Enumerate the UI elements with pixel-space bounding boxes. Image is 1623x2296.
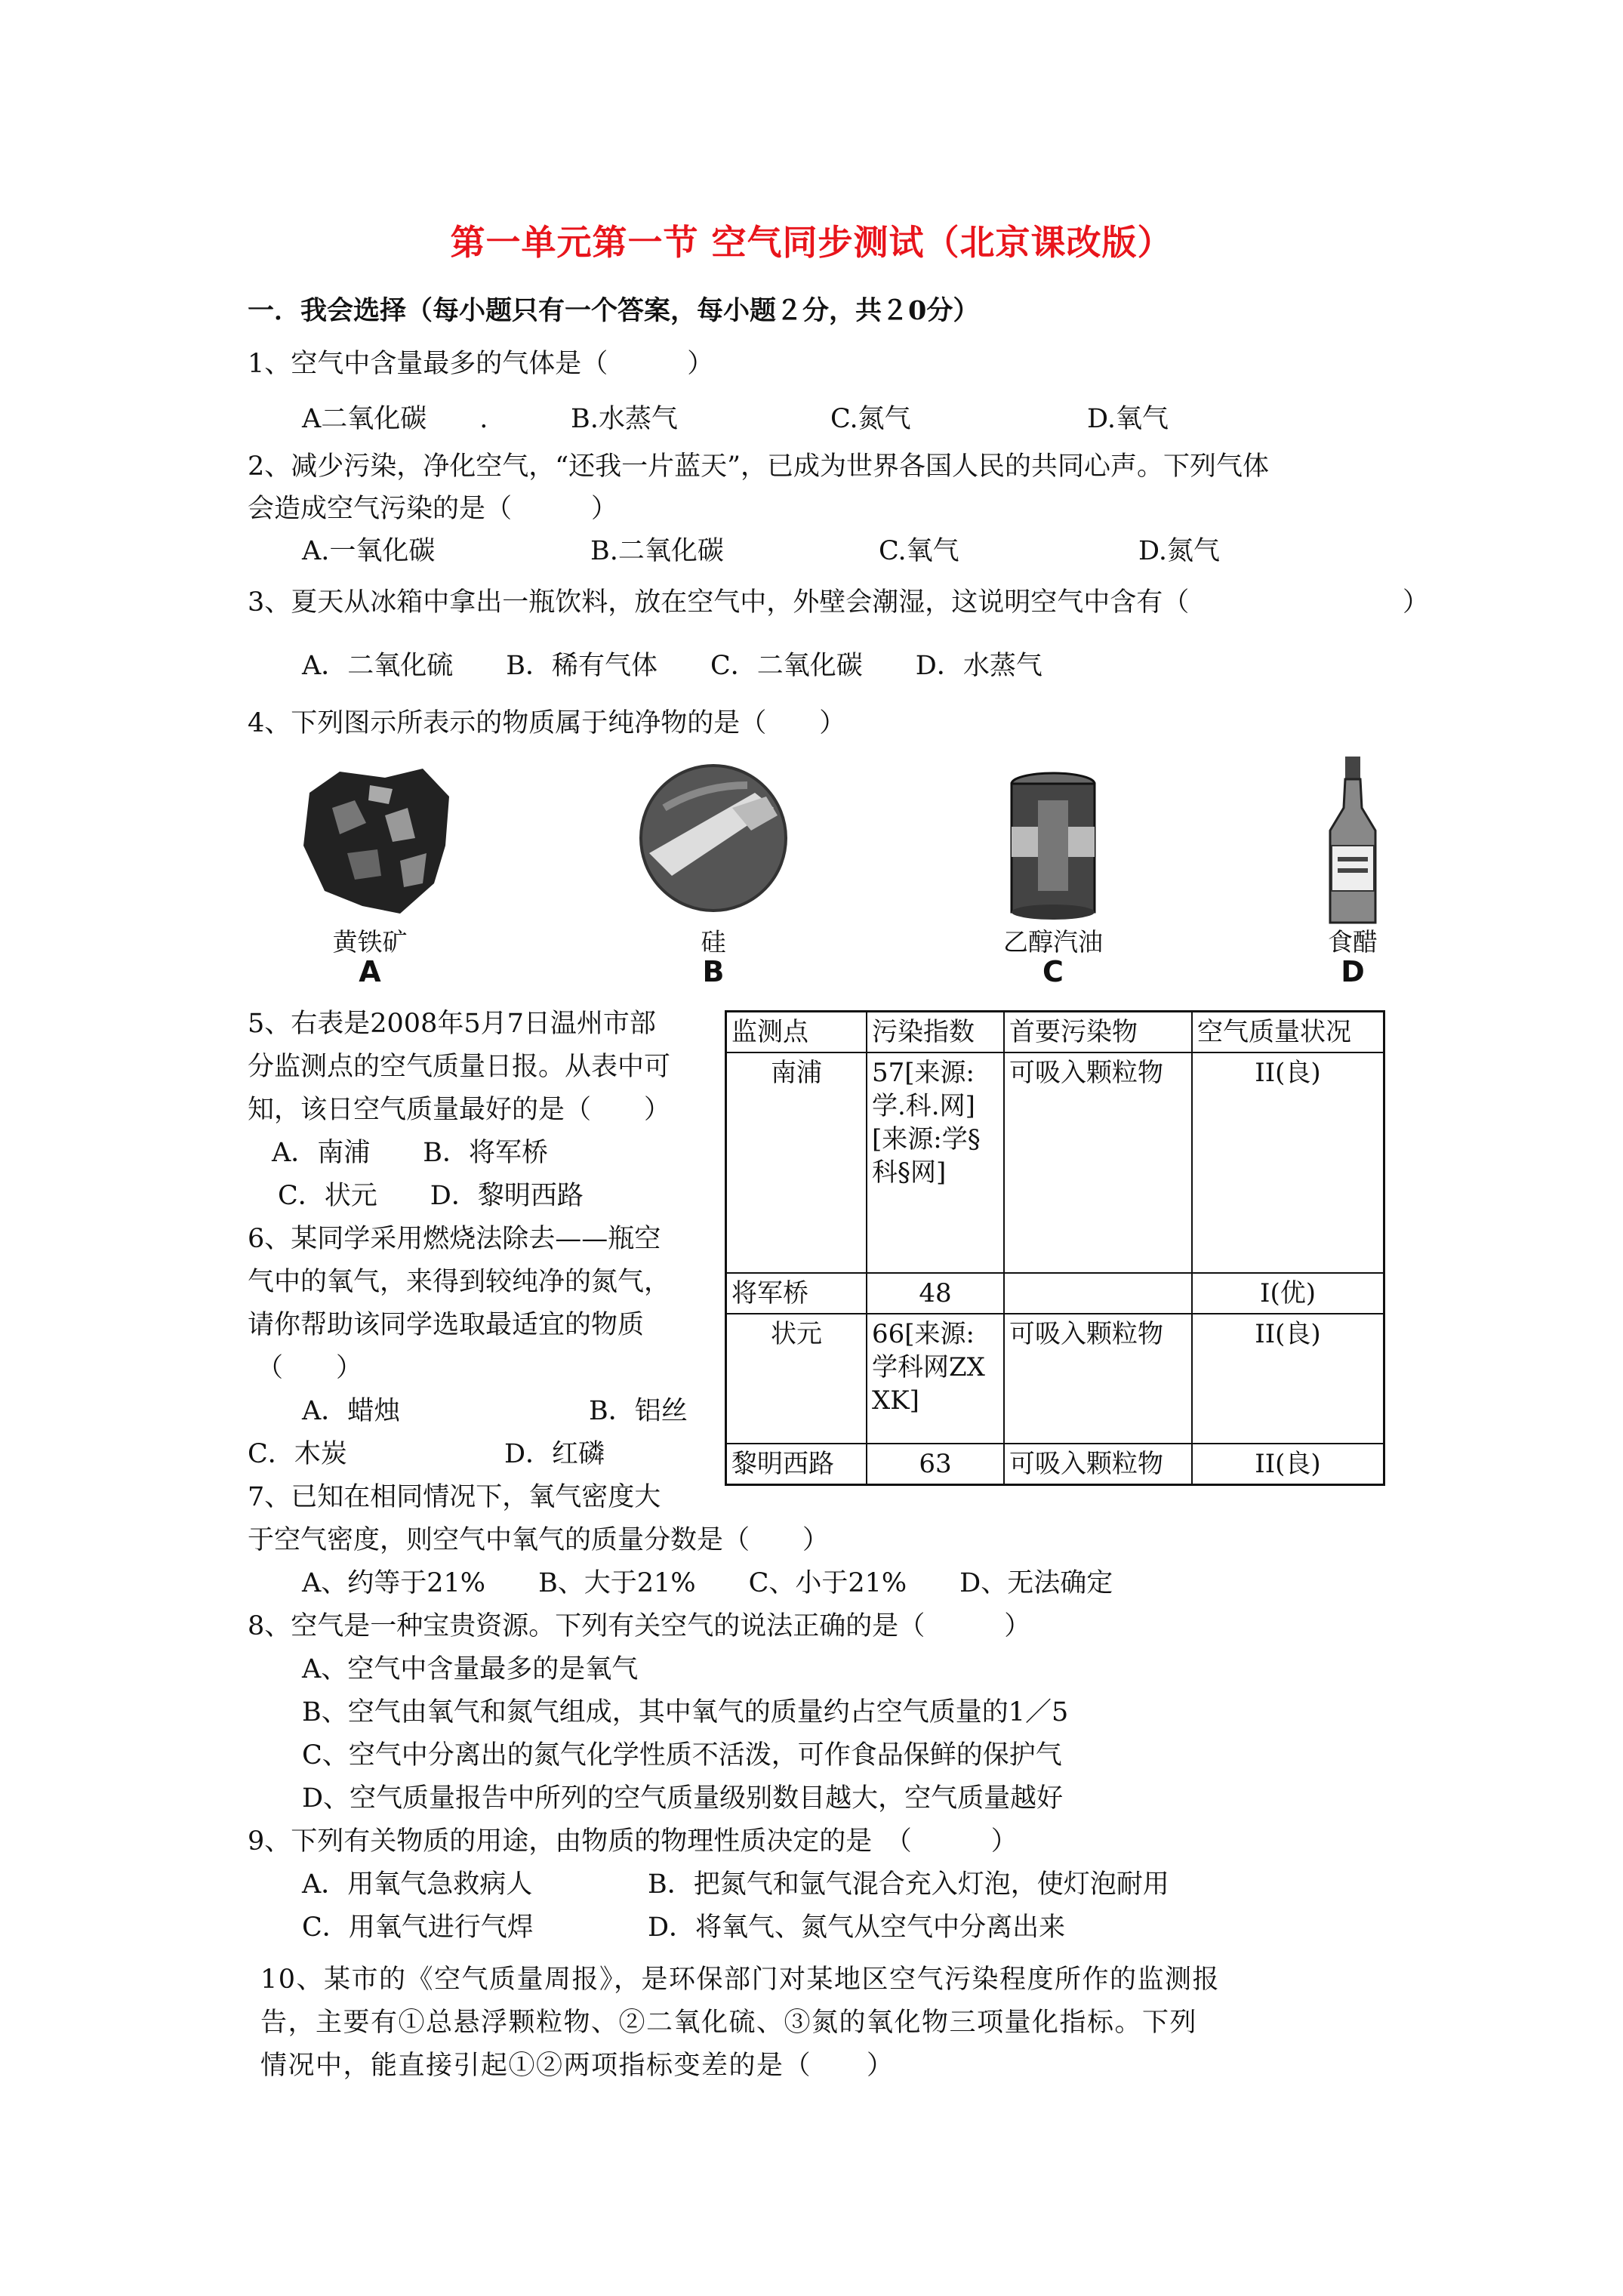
cell-status: II(良) — [1192, 1052, 1384, 1273]
image-d-caption: 食醋 — [1328, 927, 1378, 957]
question-1-option-a: A二氧化碳 . — [302, 404, 488, 434]
header-site: 监测点 — [726, 1012, 867, 1053]
page-title: 第一单元第一节 空气同步测试（北京课改版） — [450, 222, 1173, 263]
question-9-option-a: A．用氧气急救病人 — [302, 1869, 533, 1900]
question-6-option-c: C．木炭 — [248, 1439, 347, 1469]
pyrite-image — [294, 763, 460, 921]
question-1-option-b: B.水蒸气 — [571, 404, 678, 434]
image-a-letter: A — [359, 955, 381, 988]
table-row — [726, 1314, 1384, 1444]
question-8-stem: 8、空气是一种宝贵资源。下列有关空气的说法正确的是（ ） — [248, 1611, 1031, 1641]
question-7-line-2: 于空气密度，则空气中氧气的质量分数是（ ） — [248, 1525, 830, 1555]
question-6-line-1: 6、某同学采用燃烧法除去——瓶空 — [248, 1224, 661, 1254]
question-9-stem: 9、下列有关物质的用途，由物质的物理性质决定的是 （ ） — [248, 1826, 1018, 1857]
cell-site: 状元 — [726, 1314, 867, 1444]
question-8-option-b: B、空气由氧气和氮气组成，其中氧气的质量约占空气质量的1／5 — [302, 1697, 1069, 1727]
question-5-line-2: 分监测点的空气质量日报。从表中可 — [248, 1052, 671, 1082]
image-a-caption: 黄铁矿 — [332, 927, 408, 957]
cell-status: II(良) — [1192, 1444, 1384, 1485]
question-2-option-d: D.氮气 — [1138, 536, 1220, 566]
question-3-options: A．二氧化硫 B．稀有气体 C．二氧化碳 D．水蒸气 — [302, 651, 1042, 681]
cell-pollutant: 可吸入颗粒物 — [1004, 1444, 1192, 1485]
vinegar-bottle-image — [1323, 755, 1383, 929]
image-b-letter: B — [702, 955, 725, 988]
table-header-row — [726, 1012, 1384, 1053]
image-b-caption: 硅 — [701, 927, 726, 957]
question-5-line-1: 5、右表是2008年5月7日温州市部 — [248, 1009, 656, 1039]
cell-site: 将军桥 — [726, 1273, 867, 1314]
cell-status: I(优) — [1192, 1273, 1384, 1314]
question-6-option-d: D．红磷 — [504, 1439, 605, 1469]
image-d-letter: D — [1341, 955, 1365, 988]
question-2-line-1: 2、减少污染，净化空气，“还我一片蓝天”，已成为世界各国人民的共同心声。下列气体 — [248, 451, 1270, 482]
cell-index: 63 — [867, 1444, 1004, 1485]
section-heading: 一．我会选择（每小题只有一个答案，每小题２分，共２0分） — [248, 295, 980, 326]
cell-status: II(良) — [1192, 1314, 1384, 1444]
question-10-line-2: 告，主要有①总悬浮颗粒物、②二氧化硫、③氮的氧化物三项量化指标。下列 — [260, 2008, 1198, 2038]
question-8-option-d: D、空气质量报告中所列的空气质量级别数目越大，空气质量越好 — [302, 1783, 1064, 1814]
question-9-option-b: B．把氮气和氩气混合充入灯泡，使灯泡耐用 — [648, 1869, 1169, 1900]
question-6-line-4: （ ） — [257, 1353, 363, 1383]
ethanol-gasoline-image — [1004, 770, 1102, 921]
table-row — [726, 1444, 1384, 1485]
air-quality-table — [725, 1010, 1385, 1486]
question-5-options-cd: C．状元 D．黎明西路 — [278, 1181, 584, 1211]
question-9-option-d: D．将氧气、氮气从空气中分离出来 — [648, 1912, 1066, 1943]
question-7-line-1: 7、已知在相同情况下，氧气密度大 — [248, 1482, 661, 1512]
cell-index: 57[来源:学.科.网][来源:学§科§网] — [867, 1052, 1004, 1273]
cell-index: 66[来源:学科网ZXXK] — [867, 1314, 1004, 1444]
question-8-option-c: C、空气中分离出的氮气化学性质不活泼，可作食品保鲜的保护气 — [302, 1740, 1062, 1771]
table-row — [726, 1273, 1384, 1314]
question-3-stem: 3、夏天从冰箱中拿出一瓶饮料，放在空气中，外壁会潮湿，这说明空气中含有（ — [248, 587, 1190, 618]
question-6-option-b: B．铝丝 — [589, 1396, 688, 1426]
question-2-line-2: 会造成空气污染的是（ ） — [248, 494, 618, 524]
header-index: 污染指数 — [867, 1012, 1004, 1053]
cell-pollutant: 可吸入颗粒物 — [1004, 1052, 1192, 1273]
table-row — [726, 1052, 1384, 1273]
image-c-caption: 乙醇汽油 — [1003, 927, 1103, 957]
question-2-option-a: A.一氧化碳 — [302, 536, 436, 566]
question-9-option-c: C．用氧气进行气焊 — [302, 1912, 534, 1943]
question-5-line-3: 知，该日空气质量最好的是（ ） — [248, 1095, 671, 1125]
cell-index: 48 — [867, 1273, 1004, 1314]
question-7-options: A、约等于21% B、大于21% C、小于21% D、无法确定 — [302, 1568, 1113, 1598]
question-2-option-b: B.二氧化碳 — [590, 536, 724, 566]
question-10-line-3: 情况中，能直接引起①②两项指标变差的是（ ） — [260, 2051, 895, 2081]
question-2-option-c: C.氧气 — [879, 536, 959, 566]
silicon-image — [634, 763, 793, 914]
question-5-options-ab: A．南浦 B．将军桥 — [272, 1138, 548, 1168]
question-1-option-d: D.氧气 — [1087, 404, 1169, 434]
cell-site: 黎明西路 — [726, 1444, 867, 1485]
cell-pollutant: 可吸入颗粒物 — [1004, 1314, 1192, 1444]
question-6-line-3: 请你帮助该同学选取最适宜的物质 — [248, 1310, 645, 1340]
question-10-line-1: 10、某市的《空气质量周报》，是环保部门对某地区空气污染程度所作的监测报 — [260, 1965, 1221, 1995]
cell-site: 南浦 — [726, 1052, 867, 1273]
header-pollutant: 首要污染物 — [1004, 1012, 1192, 1053]
image-c-letter: C — [1042, 955, 1064, 988]
question-3-close-paren: ） — [1403, 587, 1430, 618]
question-8-option-a: A、空气中含量最多的是氧气 — [302, 1654, 639, 1684]
cell-pollutant — [1004, 1273, 1192, 1314]
question-6-line-2: 气中的氧气，来得到较纯净的氮气， — [248, 1267, 671, 1297]
question-1-stem: 1、空气中含量最多的气体是（ ） — [248, 349, 714, 379]
question-6-option-a: A．蜡烛 — [302, 1396, 401, 1426]
question-4-stem: 4、下列图示所表示的物质属于纯净物的是（ ） — [248, 708, 846, 738]
question-1-option-c: C.氮气 — [830, 404, 911, 434]
header-status: 空气质量状况 — [1192, 1012, 1384, 1053]
